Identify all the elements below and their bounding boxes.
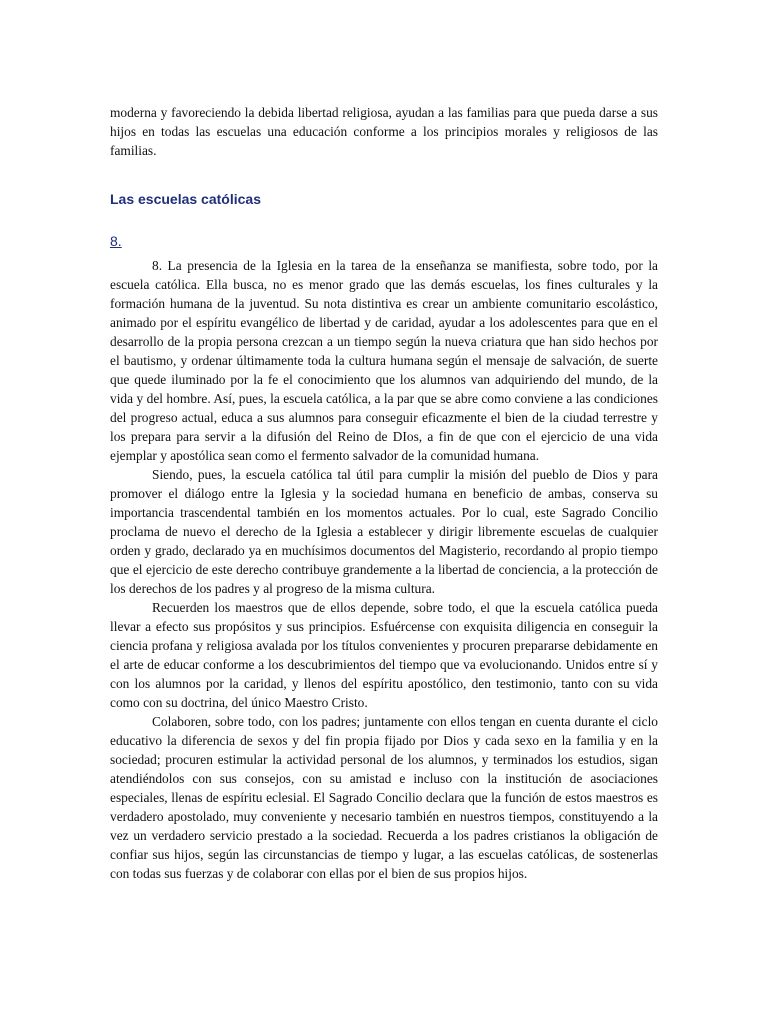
document-page bbox=[110, 103, 658, 883]
body-paragraph-2: Siendo, pues, la escuela católica tal útil para cumplir la misión del pueblo de Dios y para promover el diálogo entre la Iglesia y la sociedad humana en beneficio de ambas, conserva su importancia trascendental también en los momentos actuales. Por lo cual, este Sagrado Concilio proclama de nuevo el derecho de la Iglesia a establecer y dirigir libremente escuelas de cualquier orden y grado, declarado ya en muchísimos documentos del Magisterio, recordando al propio tiempo que el ejercicio de este derecho contribuye grandemente a la libertad de conciencia, a la protección de los derechos de los padres y al progreso de la misma cultura. bbox=[110, 467, 658, 596]
body-paragraph-4: Colaboren, sobre todo, con los padres; juntamente con ellos tengan en cuenta durante el ciclo educativo la diferencia de sexos y del fin propia fijado por Dios y cada sexo en la familia y en la sociedad; procuren estimular la actividad personal de los alumnos, y terminados los estudios, sigan atendiéndolos con sus consejos, con su amistad e incluso con la institución de asociaciones especiales, llenas de espíritu eclesial. El Sagrado Concilio declara que la función de estos maestros es verdadero apostolado, muy conveniente y necesario también en nuestros tiempos, constituyendo a la vez un verdadero servicio prestado a la sociedad. Recuerda a los padres cristianos la obligación de confiar sus hijos, según las circunstancias de tiempo y lugar, a las escuelas católicas, de sostenerlas con todas sus fuerzas y de colaborar con ellas por el bien de sus propios hijos. bbox=[110, 714, 658, 881]
intro-paragraph: moderna y favoreciendo la debida libertad religiosa, ayudan a las familias para que pueda darse a sus hijos en todas las escuelas una educación conforme a los principios morales y religiosos de las familias. bbox=[110, 105, 658, 158]
section-heading: Las escuelas católicas bbox=[110, 191, 261, 207]
body-paragraph-3: Recuerden los maestros que de ellos depende, sobre todo, el que la escuela católica pueda llevar a efecto sus propósitos y sus principios. Esfuércense con exquisita diligencia en conseguir la ciencia profana y religiosa avalada por los títulos convenientes y procuren prepararse debidamente en el arte de educar conforme a los descubrimientos del tiempo que va evolucionando. Unidos entre sí y con los alumnos por la caridad, y llenos del espíritu apostólico, den testimonio, tanto con su vida como con su doctrina, del único Maestro Cristo. bbox=[110, 600, 658, 710]
body-paragraph-1: 8. La presencia de la Iglesia en la tarea de la enseñanza se manifiesta, sobre todo, por la escuela católica. Ella busca, no es menor grado que las demás escuelas, los fines culturales y la formación humana de la juventud. Su nota distintiva es crear un ambiente comunitario escolástico, animado por el espíritu evangélico de libertad y de caridad, ayudar a los adolescentes para que en el desarrollo de la propia persona crezcan a un tiempo según la nueva criatura que han sido hechos por el bautismo, y ordenar últimamente toda la cultura humana según el mensaje de salvación, de suerte que quede iluminado por la fe el conocimiento que los alumnos van adquiriendo del mundo, de la vida y del hombre. Así, pues, la escuela católica, a la par que se abre como conviene a las condiciones del progreso actual, educa a sus alumnos para conseguir eficazmente el bien de la ciudad terrestre y los prepara para servir a la difusión del Reino de DIos, a fin de que con el ejercicio de una vida ejemplar y apostólica sean como el fermento salvador de la comunidad humana. bbox=[110, 258, 658, 463]
section-number-link[interactable]: 8. bbox=[110, 233, 122, 249]
